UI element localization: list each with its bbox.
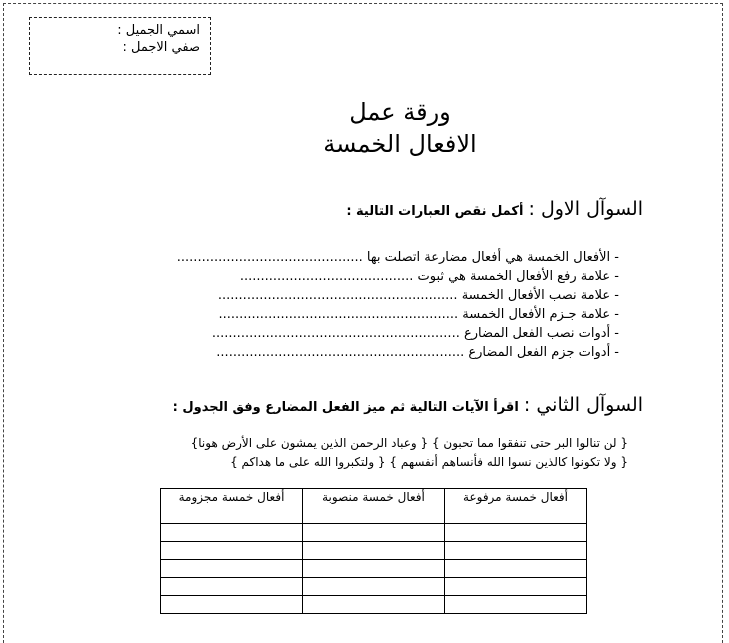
- question1-item: - أدوات جزم الفعل المضارع ............................................................: [216, 345, 619, 360]
- question1-heading: [346, 198, 643, 220]
- table-cell[interactable]: [161, 524, 303, 542]
- verse-line: { لن تنالوا البر حتى تنفقوا مما تحبون } { وعباد الرحمن الذين يمشون على الأرض هونا}: [190, 436, 628, 450]
- table-row: [161, 524, 587, 542]
- table-cell[interactable]: [303, 560, 445, 578]
- table-cell[interactable]: [303, 578, 445, 596]
- table-row: [161, 596, 587, 614]
- table-cell[interactable]: [161, 578, 303, 596]
- table-cell[interactable]: [161, 596, 303, 614]
- verse-line: { ولا تكونوا كالذين نسوا الله فأنساهم أنفسهم } { ولتكبروا الله على ما هداكم }: [230, 455, 628, 469]
- question2-instruction: اقرأ الآيات التالية ثم ميز الفعل المضارع وفق الجدول :: [172, 400, 519, 415]
- question1-item: - علامة رفع الأفعال الخمسة هي ثبوت ..........................................: [239, 269, 619, 284]
- question2-heading: [173, 394, 643, 416]
- header-mansoba: أفعال خمسة منصوبة: [303, 489, 445, 524]
- question1-item: - علامة نصب الأفعال الخمسة ..........................................................: [217, 288, 619, 303]
- table-cell[interactable]: [445, 596, 587, 614]
- question1-number: السوآل الاول :: [528, 198, 643, 220]
- title-line-2: الافعال الخمسة: [323, 130, 477, 158]
- table-cell[interactable]: [445, 560, 587, 578]
- question1-list: [177, 248, 619, 362]
- header-majzoma: أفعال خمسة مجزومة: [161, 489, 303, 524]
- verses-block: [191, 434, 628, 472]
- table-row: [161, 542, 587, 560]
- question1-instruction: أكمل نقص العبارات التالية :: [346, 204, 524, 219]
- table-row: [161, 578, 587, 596]
- table-cell[interactable]: [445, 542, 587, 560]
- name-label: اسمي الجميل :: [117, 23, 200, 38]
- class-label: صفي الاجمل :: [122, 40, 200, 55]
- title-line-1: ورقة عمل: [349, 98, 451, 126]
- table-cell[interactable]: [303, 542, 445, 560]
- header-marfoa: أفعال خمسة مرفوعة: [445, 489, 587, 524]
- question1-item: - أدوات نصب الفعل المضارع ............................................................: [211, 326, 619, 341]
- name-box: [29, 17, 211, 75]
- question2-number: السوآل الثاني :: [523, 394, 643, 416]
- question1-item: - الأفعال الخمسة هي أفعال مضارعة اتصلت بها .............................................: [176, 250, 619, 265]
- worksheet-title: [200, 96, 600, 160]
- table-cell[interactable]: [161, 542, 303, 560]
- table-header-row: [161, 489, 587, 524]
- table-cell[interactable]: [161, 560, 303, 578]
- table-cell[interactable]: [445, 578, 587, 596]
- table-cell[interactable]: [303, 596, 445, 614]
- table-row: [161, 560, 587, 578]
- table-cell[interactable]: [303, 524, 445, 542]
- table-cell[interactable]: [445, 524, 587, 542]
- question1-item: - علامة جـزم الأفعال الخمسة ..........................................................: [218, 307, 619, 322]
- answer-table: [160, 488, 587, 614]
